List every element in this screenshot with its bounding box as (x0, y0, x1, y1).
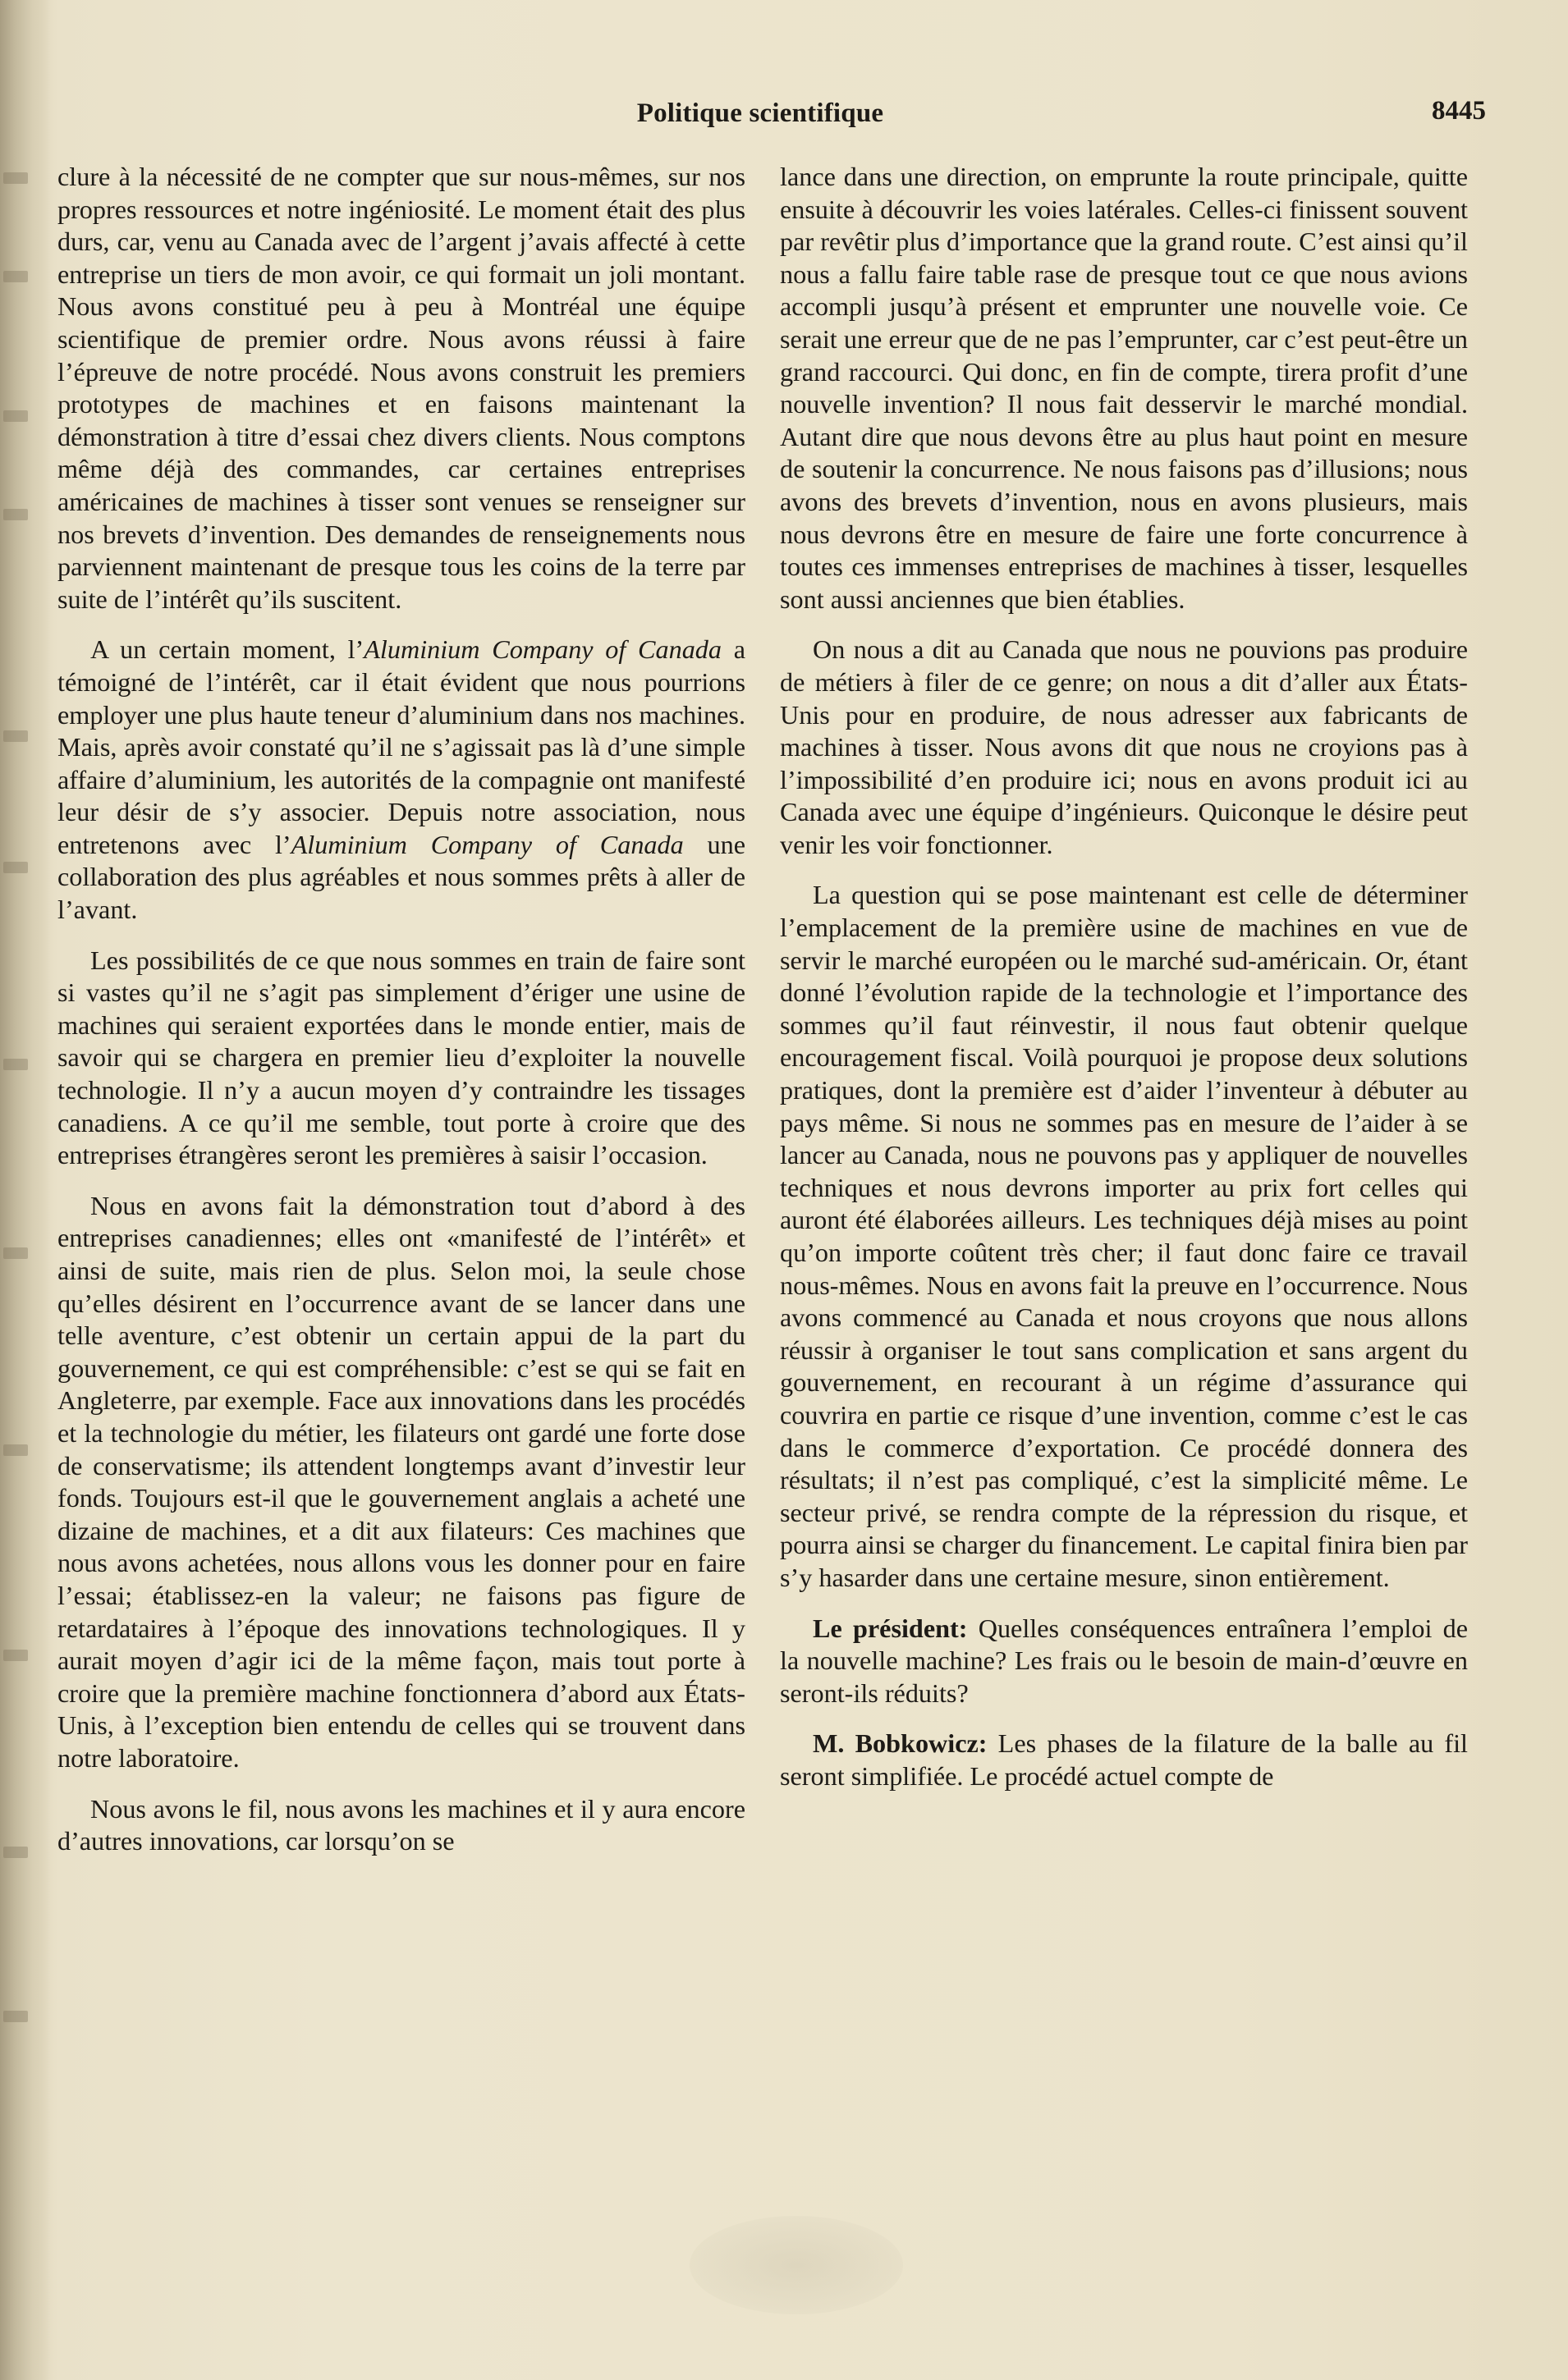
paragraph: clure à la nécessité de ne compter que sur nous-mêmes, sur nos propres ressources et notre ingéniosité. Le moment était des plus durs, car, venu au Canada avec de l’argent j’avais affecté à cette entreprise un tiers de mon avoir, ce qui formait un joli montant. Nous avons constitué peu à peu à Montréal une équipe scientifique de premier ordre. Nous avons réussi à faire l’épreuve de notre procédé. Nous avons construit les premiers prototypes de machines et en faisons maintenant la démonstration à titre d’essai chez divers clients. Nous comptons même déjà des commandes, car certaines entreprises américaines de machines à tisser sont venues se renseigner sur nos brevets d’invention. Des demandes de renseignements nous parviennent maintenant de presque tous les coins de la terre par suite de l’intérêt qu’ils suscitent. (57, 162, 745, 614)
bleed-mark (3, 862, 28, 873)
bleed-mark (3, 1650, 28, 1661)
bleed-mark (3, 1059, 28, 1070)
bleed-mark (3, 1847, 28, 1858)
bleed-mark (3, 730, 28, 742)
paper-stain (690, 2216, 903, 2314)
paragraph: Nous en avons fait la démonstration tout d’abord à des entreprises canadiennes; elles ont «manifesté de l’intérêt» et ainsi de suite, mais rien de plus. Selon moi, la seule chose qu’elles désirent en l’occurrence avant de se lancer dans une telle aventure, c’est obtenir un certain appui de la part du gouvernement, ce qui est compréhensible: c’est se qui se fait en Angleterre, par exemple. Face aux innovations dans les procédés et la technologie du métier, les filateurs ont gardé une forte dose de conservatisme; ils attendent longtemps avant d’investir leur fonds. Toujours est-il que le gouvernement anglais a acheté une dizaine de machines, et a dit aux filateurs: Ces machines que nous avons achetées, nous allons vous les donner pour en faire l’essai; établissez-en la valeur; ne faisons pas figure de retardataires à l’époque des innovations technologiques. Il y aurait moyen d’agir ici de la même façon, mais tout porte à croire que la première machine fonctionnera d’abord aux États-Unis, à l’exception bien entendu de celles qui se trouvent dans notre laboratoire. (57, 1190, 745, 1773)
text-run: Les phases de la filature de la balle au fil seront simplifiée. Le procédé actuel compte de (780, 1728, 1468, 1791)
paragraph: Les possibilités de ce que nous sommes en train de faire sont si vastes qu’il ne s’agit pas simplement d’ériger une usine de machines qui seraient exportées dans le monde entier, mais de savoir qui se chargera en premier lieu d’exploiter la nouvelle technologie. Il n’y a aucun moyen d’y contraindre les tissages canadiens. A ce qu’il me semble, tout porte à croire que des entreprises étrangères seront les premières à saisir l’occasion. (57, 945, 745, 1170)
bleed-mark (3, 271, 28, 282)
company-name-italic: Aluminium Company of Canada (291, 829, 684, 859)
speaker-name: M. Bobkowicz: (813, 1728, 988, 1759)
running-head: Politique scientifique (636, 98, 884, 128)
left-column (57, 161, 745, 1876)
paragraph (780, 1613, 1468, 1710)
text-run: Quelles conséquences entraînera l’emploi de la nouvelle machine? Les frais ou le besoin de main-d’œuvre en seront-ils réduits? (780, 1613, 1468, 1708)
paragraph: On nous a dit au Canada que nous ne pouvions pas produire de métiers à filer de ce genre; on nous a dit d’aller aux États-Unis pour en produire, de nous adresser aux fabricants de machines à tisser. Nous avons dit que nous ne croyions pas à l’impossibilité d’en produire ici; nous en avons produit ici au Canada avec une équipe d’ingénieurs. Quiconque le désire peut venir les voir fonctionner. (780, 634, 1468, 859)
paragraph: lance dans une direction, on emprunte la route principale, quitte ensuite à découvrir les voies latérales. Celles-ci finissent souvent par revêtir plus d’importance que la grand route. C’est ainsi qu’il nous a fallu faire table rase de presque tout ce que nous avions accompli jusqu’à présent et emprunter une nouvelle voie. Ce serait une erreur que de ne pas l’emprunter, car c’est peut-être un grand raccourci. Qui donc, en fin de compte, tirera profit d’une nouvelle invention? Il nous fait desservir le marché mondial. Autant dire que nous devons être au plus haut point en mesure de soutenir la concurrence. Ne nous faisons pas d’illusions; nous avons des brevets d’invention, nous en avons plusieurs, mais nous devrons être en mesure de faire une forte concurrence à toutes ces immenses entreprises de machines à tisser, lesquelles sont aussi anciennes que bien établies. (780, 162, 1468, 614)
binding-edge (0, 0, 51, 2380)
text-run: une collaboration des plus agréables et nous sommes prêts à aller de l’avant. (57, 829, 745, 925)
speaker-name: Le président: (813, 1613, 968, 1643)
text-run: a témoigné de l’intérêt, car il était évident que nous pourrions employer une plus haute teneur d’aluminium dans nos machines. Mais, après avoir constaté qu’il ne s’agissait pas là d’une simple affaire d’aluminium, les autorités de la compagnie ont manifesté leur désir de s’y associer. Depuis notre association, nous entretenons avec l’ (57, 634, 745, 859)
bleed-mark (3, 1247, 28, 1259)
bleed-mark (3, 172, 28, 184)
company-name-italic: Aluminium Company of Canada (364, 634, 722, 665)
bleed-mark (3, 410, 28, 422)
bleed-mark (3, 509, 28, 520)
paragraph: Nous avons le fil, nous avons les machines et il y aura encore d’autres innovations, car lorsqu’on se (57, 1793, 745, 1856)
bleed-mark (3, 2011, 28, 2022)
text-run: A un certain moment, l’ (90, 634, 364, 665)
paragraph (780, 1728, 1468, 1792)
paragraph (57, 634, 745, 926)
bleed-mark (3, 1444, 28, 1456)
page-number: 8445 (1432, 96, 1486, 126)
right-column (780, 161, 1468, 1811)
paragraph: La question qui se pose maintenant est celle de déterminer l’emplacement de la première usine de machines en vue de servir le marché européen ou le marché sud-américain. Or, étant donné l’évolution rapide de la technologie et l’importance des sommes qu’il faut réinvestir, il nous faut obtenir quelque encouragement fiscal. Voilà pourquoi je propose deux solutions pratiques, dont la première est d’aider l’inventeur à débuter au pays même. Si nous ne sommes pas en mesure de l’aider à se lancer au Canada, nous ne pouvons pas y appliquer de nouvelles techniques et nous devrons importer au prix fort celles qui auront été élaborées ailleurs. Les techniques déjà mises au point qu’on importe coûtent très cher; il faut donc faire ce travail nous-mêmes. Nous en avons fait la preuve en l’occurrence. Nous avons commencé au Canada et nous croyons que nous allons réussir à organiser le tout sans complication et sans argent du gouvernement, en recourant à un régime d’assurance qui couvrira en partie ce risque d’une invention, comme c’est le cas dans le commerce d’exportation. Ce procédé donnera des résultats; il n’est pas compliqué, c’est la simplicité même. Le secteur privé, se rendra compte de la répression du risque, et pourra ainsi se charger du financement. Le capital finira bien par s’y hasarder dans une certaine mesure, sinon entièrement. (780, 880, 1468, 1592)
